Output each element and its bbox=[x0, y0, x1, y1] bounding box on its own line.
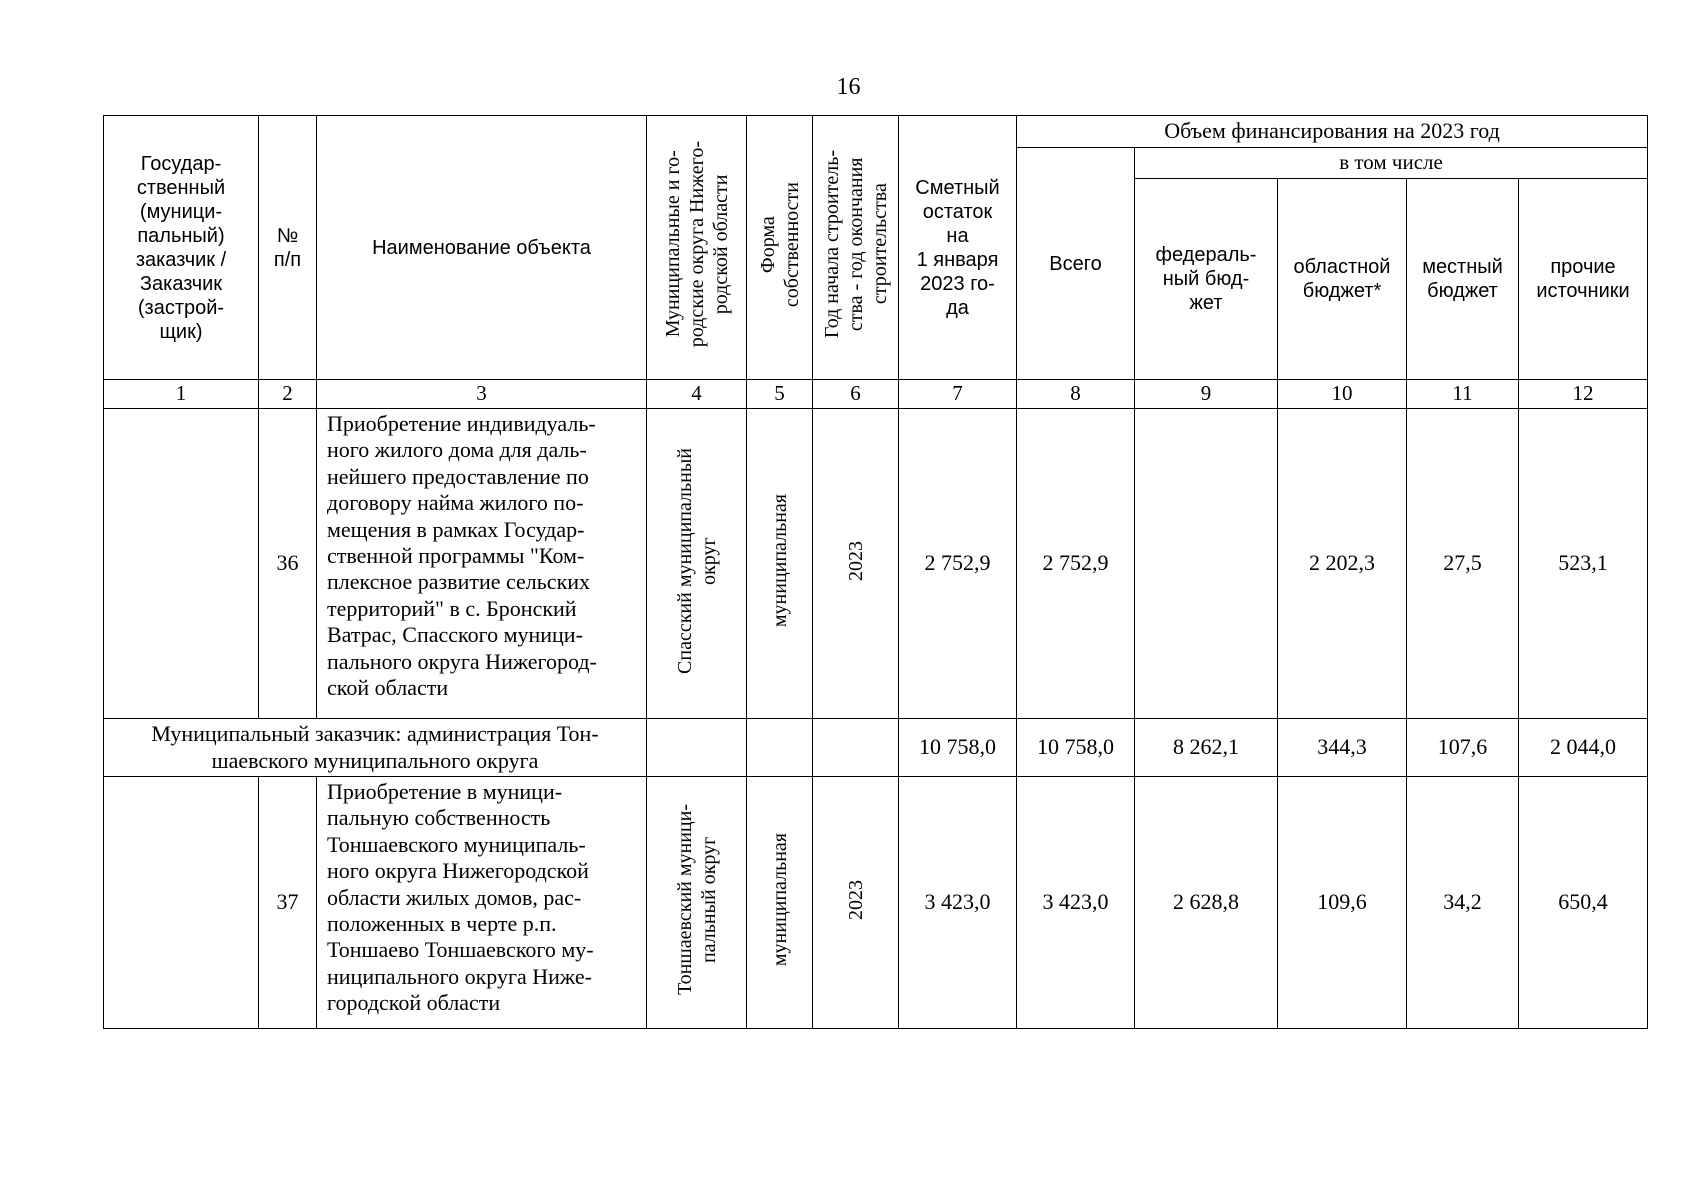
row-ownership bbox=[747, 409, 813, 719]
row-balance: 3 423,0 bbox=[899, 777, 1017, 1029]
page-number: 16 bbox=[836, 74, 861, 100]
row-customer-cell bbox=[104, 409, 259, 719]
column-number: 1 bbox=[104, 380, 259, 409]
header-districts bbox=[647, 116, 747, 380]
row-district bbox=[647, 777, 747, 1029]
row-regional: 109,6 bbox=[1278, 777, 1407, 1029]
header-other: прочие источники bbox=[1519, 179, 1648, 380]
column-number: 11 bbox=[1407, 380, 1519, 409]
row-district-label: Спасский муниципальный округ bbox=[673, 447, 720, 674]
row-years bbox=[813, 777, 899, 1029]
header-including: в том числе bbox=[1135, 148, 1648, 179]
row-ownership bbox=[747, 777, 813, 1029]
group-row bbox=[104, 719, 1648, 777]
row-local: 27,5 bbox=[1407, 409, 1519, 719]
header-districts-label: Муниципальные и го- родские округа Нижего- родской области bbox=[661, 141, 732, 348]
header-customer: Государ- ственный (муници- пальный) заказчик / Заказчик (застрой- щик) bbox=[104, 116, 259, 380]
column-number: 5 bbox=[747, 380, 813, 409]
row-object-name: Приобретение в муници- пальную собственность Тоншаевского муниципаль- ного округа Нижегородской области жилых домов, рас- положенных в черте р.п. Тоншаево Тоншаевского му- ниципального округа Ниже- городской области bbox=[317, 777, 647, 1029]
group-empty-cell bbox=[747, 719, 813, 777]
row-total: 3 423,0 bbox=[1017, 777, 1135, 1029]
group-regional: 344,3 bbox=[1278, 719, 1407, 777]
header-object-name: Наименование объекта bbox=[317, 116, 647, 380]
row-customer-cell bbox=[104, 777, 259, 1029]
header-balance: Сметный остаток на 1 января 2023 го- да bbox=[899, 116, 1017, 380]
header-total: Всего bbox=[1017, 148, 1135, 380]
header-funding: Объем финансирования на 2023 год bbox=[1017, 116, 1648, 148]
header-number: № п/п bbox=[259, 116, 317, 380]
row-federal: 2 628,8 bbox=[1135, 777, 1278, 1029]
row-ownership-label: муниципальная bbox=[768, 493, 791, 628]
header-ownership bbox=[747, 116, 813, 380]
row-number: 36 bbox=[259, 409, 317, 719]
row-other: 523,1 bbox=[1519, 409, 1648, 719]
row-years-label: 2023 bbox=[844, 879, 867, 920]
row-years bbox=[813, 409, 899, 719]
column-number: 4 bbox=[647, 380, 747, 409]
row-regional: 2 202,3 bbox=[1278, 409, 1407, 719]
column-number-row bbox=[104, 380, 1648, 409]
row-district-label: Тоншаевский муници- пальный округ bbox=[673, 803, 720, 996]
row-object-name: Приобретение индивидуаль- ного жилого дома для даль- нейшего предоставление по договору найма жилого по- мещения в рамках Государ- ственной программы "Ком- плексное развитие сельских территорий" в с. Бронский Ватрас, Спасского муници- пального округа Нижегород- ской области bbox=[317, 409, 647, 719]
column-number: 9 bbox=[1135, 380, 1278, 409]
row-balance: 2 752,9 bbox=[899, 409, 1017, 719]
row-years-label: 2023 bbox=[844, 540, 867, 581]
table-row bbox=[104, 409, 1648, 719]
header-regional: областной бюджет* bbox=[1278, 179, 1407, 380]
header-federal: федераль- ный бюд- жет bbox=[1135, 179, 1278, 380]
row-local: 34,2 bbox=[1407, 777, 1519, 1029]
financing-table bbox=[103, 115, 1648, 1029]
group-empty-cell bbox=[813, 719, 899, 777]
column-number: 2 bbox=[259, 380, 317, 409]
column-number: 10 bbox=[1278, 380, 1407, 409]
table-row bbox=[104, 777, 1648, 1029]
group-balance: 10 758,0 bbox=[899, 719, 1017, 777]
column-number: 6 bbox=[813, 380, 899, 409]
header-ownership-label: Форма собственности bbox=[756, 181, 803, 308]
group-customer-title: Муниципальный заказчик: администрация Тон- шаевского муниципального округа bbox=[104, 719, 647, 777]
row-district bbox=[647, 409, 747, 719]
group-empty-cell bbox=[647, 719, 747, 777]
row-total: 2 752,9 bbox=[1017, 409, 1135, 719]
group-total: 10 758,0 bbox=[1017, 719, 1135, 777]
row-federal bbox=[1135, 409, 1278, 719]
column-number: 8 bbox=[1017, 380, 1135, 409]
row-other: 650,4 bbox=[1519, 777, 1648, 1029]
group-other: 2 044,0 bbox=[1519, 719, 1648, 777]
row-number: 37 bbox=[259, 777, 317, 1029]
group-local: 107,6 bbox=[1407, 719, 1519, 777]
column-number: 12 bbox=[1519, 380, 1648, 409]
group-federal: 8 262,1 bbox=[1135, 719, 1278, 777]
column-number: 7 bbox=[899, 380, 1017, 409]
row-ownership-label: муниципальная bbox=[768, 832, 791, 967]
header-local: местный бюджет bbox=[1407, 179, 1519, 380]
header-years-label: Год начала строитель- ства - год окончания строительства bbox=[820, 150, 891, 339]
column-number: 3 bbox=[317, 380, 647, 409]
header-years bbox=[813, 116, 899, 380]
